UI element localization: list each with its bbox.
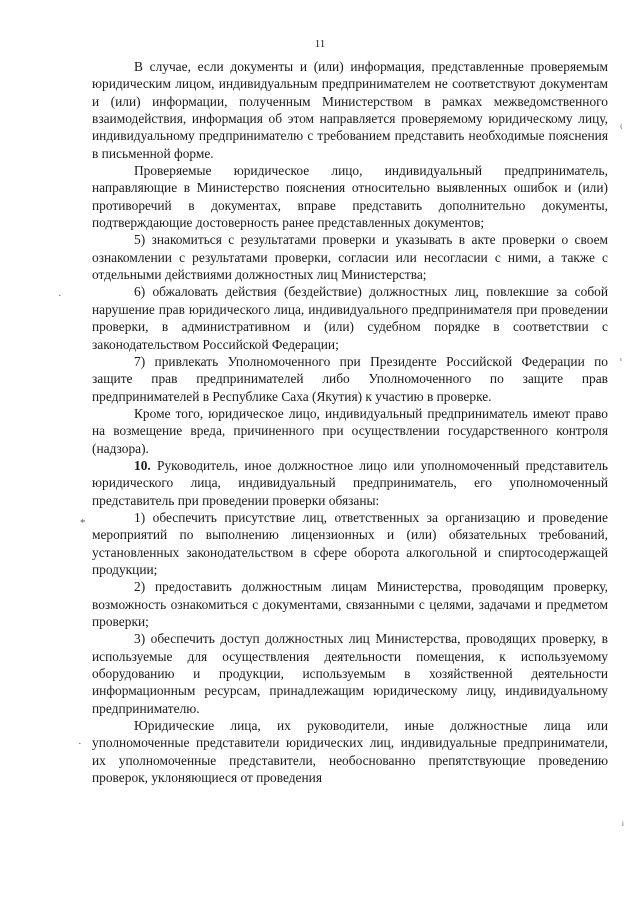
paragraph-duty-1: 1) обеспечить присутствие лиц, ответственных за организацию и проведение мероприятий по выполнению лицензионных и (или) обязательных требований, установленных законодательством в сфере оборота алкогольной и спиртосодержащей продукции; (92, 509, 608, 577)
page-number: 11 (314, 38, 326, 50)
paragraph-item-5: 5) знакомиться с результатами проверки и указывать в акте проверки о своем ознакомлении с результатами проверки, согласии или несогласии с ними, а также с отдельными действиями должностных лиц Министерства; (92, 232, 608, 283)
paragraph-mismatch-info: В случае, если документы и (или) информация, представленные проверяемым юридическим лицом, индивидуальным предпринимателем не соответствуют документам и (или) информации, полученным Министерством в рамках межведомственного взаимодействия, информация об этом направляется проверяемому юридическому лицу, индивидуальному предпринимателю с требованием представить необходимые пояснения в письменной форме. (92, 59, 608, 161)
margin-mark-icon: ᶦ (620, 355, 622, 367)
paragraph-obstruction: Юридические лица, их руководители, иные должностные лица или уполномоченные представители юридических лиц, индивидуальные предприниматели, их уполномоченные представители, необоснованно препятствующие проведению проверок, уклоняющиеся от проведения (92, 718, 608, 786)
paragraph-item-7: 7) привлекать Уполномоченного при Президенте Российской Федерации по защите прав предпринимателей либо Уполномоченного по защите прав предпринимателей в Республике Саха (Якутия) к участию в проверке. (92, 353, 608, 404)
section-10 (92, 457, 608, 509)
document-body (92, 58, 608, 786)
margin-mark-icon: ˡ (622, 820, 624, 832)
margin-mark-icon: · (78, 738, 82, 750)
section-10-number: 10. (134, 457, 151, 473)
paragraph-duty-3: 3) обеспечить доступ должностных лиц Министерства, проводящих проверку, в используемые для осуществления деятельности помещения, к используемому оборудованию и продукции, используемым в хозяйственной деятельности информационным ресурсам, принадлежащим юридическому лицу, индивидуальному предпринимателю. (92, 631, 608, 716)
paragraph-item-6: 6) обжаловать действия (бездействие) должностных лиц, повлекшие за собой нарушение прав юридического лица, индивидуального предпринимателя при проведении проверки, в административном и (или) судебном порядке в соответствии с законодательством Российской Федерации; (92, 284, 608, 352)
margin-mark-icon: ⁽ (620, 123, 623, 135)
paragraph-explanations: Проверяемые юридическое лицо, индивидуальный предприниматель, направляющие в Министерство пояснения относительно выявленных ошибок и (или) противоречий в документах, вправе представить дополнительно документы, подтверждающие достоверность ранее представленных документов; (92, 163, 608, 231)
paragraph-compensation: Кроме того, юридическое лицо, индивидуальный предприниматель имеют право на возмещение вреда, причиненного при осуществлении государственного контроля (надзора). (92, 405, 608, 456)
margin-mark-icon: * (80, 517, 86, 529)
section-10-text: Руководитель, иное должностное лицо или уполномоченный представитель юридического лица, индивидуальный предприниматель, его уполномоченный представитель при проведении проверки обязаны: (92, 457, 608, 508)
margin-mark-icon: · (58, 290, 62, 302)
paragraph-duty-2: 2) предоставить должностным лицам Министерства, проводящим проверку, возможность ознакомиться с документами, связанными с целями, задачами и предметом проверки; (92, 579, 608, 629)
